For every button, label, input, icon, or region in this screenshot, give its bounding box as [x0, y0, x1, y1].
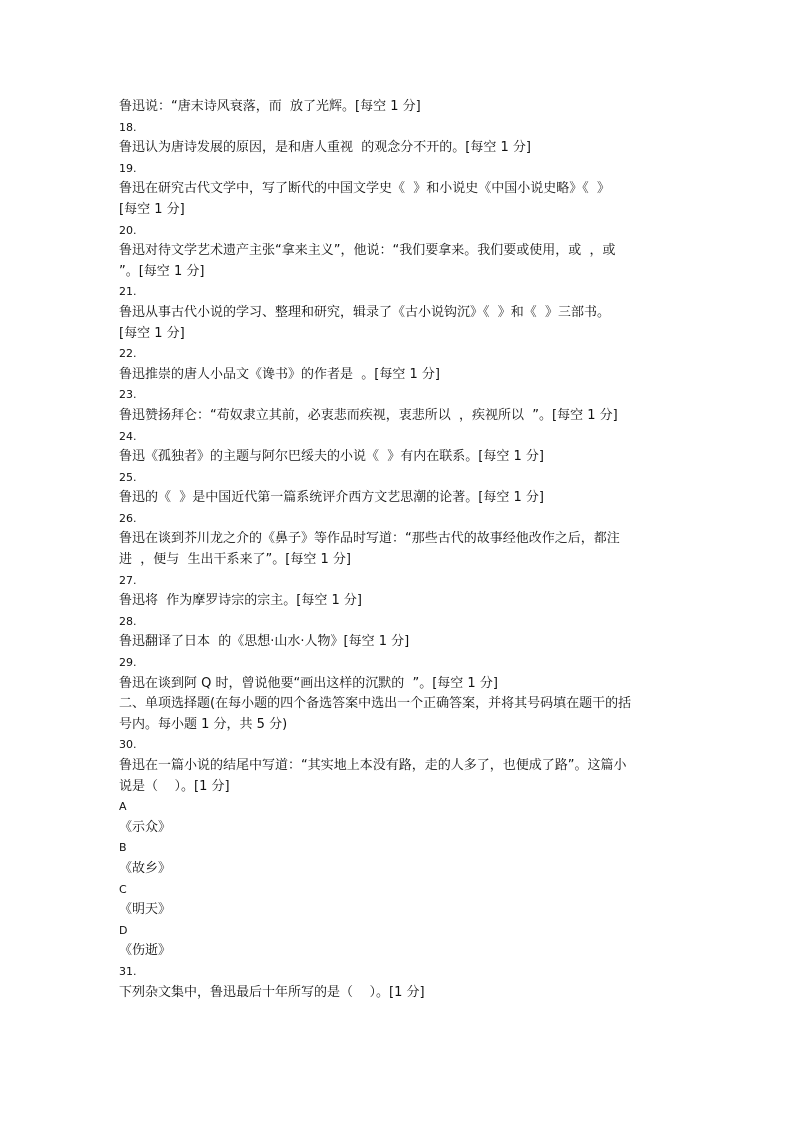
q21-text: 鲁迅从事古代小说的学习、整理和研究，辑录了《古小说钩沉》《 》和《 》三部书。 [119, 304, 611, 320]
q31-number: 31. [119, 964, 137, 978]
q26-number: 26. [119, 511, 137, 525]
q19-score: [每空 1 分] [119, 201, 185, 217]
q21-score: [每空 1 分] [119, 325, 185, 341]
q28-text: 鲁迅翻译了日本 的《思想·山水·人物》[每空 1 分] [119, 634, 410, 650]
q30-number: 30. [119, 738, 137, 752]
q29-text: 鲁迅在谈到阿 Q 时，曾说他要“画出这样的沉默的 ”。[每空 1 分] [119, 675, 498, 691]
q22-text: 鲁迅推崇的唐人小品文《谗书》的作者是 。[每空 1 分] [119, 366, 440, 382]
q31-text: 下列杂文集中，鲁迅最后十年所写的是（ ）。[1 分] [119, 984, 425, 1000]
q28-number: 28. [119, 614, 137, 628]
q19-text: 鲁迅在研究古代文学中，写了断代的中国文学史《 》和小说史《中国小说史略》《 》 [119, 181, 611, 197]
q24-number: 24. [119, 429, 137, 443]
q30-option-a-text: 《示众》 [119, 819, 172, 835]
q20-text-cont: ”。[每空 1 分] [119, 263, 205, 279]
q30-option-a-label: A [119, 800, 127, 814]
question-list [119, 97, 681, 1003]
q22-number: 22. [119, 347, 137, 361]
q20-text: 鲁迅对待文学艺术遗产主张“拿来主义”，他说：“我们要拿来。我们要或使用，或 ，或 [119, 243, 616, 259]
q23-number: 23. [119, 388, 137, 402]
q17-text: 鲁迅说：“唐末诗风衰落，而 放了光辉。[每空 1 分] [119, 99, 421, 114]
q25-text: 鲁迅的《 》是中国近代第一篇系统评介西方文艺思潮的论著。[每空 1 分] [119, 490, 544, 506]
section-heading: 二、单项选择题(在每小题的四个备选答案中选出一个正确答案，并将其号码填在题干的括 [119, 696, 632, 712]
q27-text: 鲁迅将 作为摩罗诗宗的宗主。[每空 1 分] [119, 593, 362, 609]
q23-text: 鲁迅赞扬拜仑：“苟奴隶立其前，必衷悲而疾视，衷悲所以 ，疾视所以 ”。[每空 1 分] [119, 407, 618, 423]
q30-text-cont: 说是（ ）。[1 分] [119, 778, 230, 794]
q30-option-c-label: C [119, 882, 127, 896]
q21-number: 21. [119, 285, 137, 299]
q18-number: 18. [119, 120, 137, 134]
q26-text: 鲁迅在谈到芥川龙之介的《鼻子》等作品时写道：“那些古代的故事经他改作之后，都注 [119, 531, 620, 547]
section-heading-cont: 号内。每小题 1 分，共 5 分) [119, 716, 288, 732]
q25-number: 25. [119, 470, 137, 484]
q18-text: 鲁迅认为唐诗发展的原因，是和唐人重视 的观念分不开的。[每空 1 分] [119, 140, 531, 156]
q29-number: 29. [119, 656, 137, 670]
q30-option-c-text: 《明天》 [119, 902, 172, 918]
q20-number: 20. [119, 223, 137, 237]
q26-text-cont: 进 ，便与 生出干系来了”。[每空 1 分] [119, 552, 351, 568]
q30-text: 鲁迅在一篇小说的结尾中写道：“其实地上本没有路，走的人多了，也便成了路”。这篇小 [119, 758, 627, 773]
q30-option-d-text: 《伤逝》 [119, 943, 172, 959]
q30-option-b-text: 《故乡》 [119, 860, 172, 876]
q30-option-d-label: D [119, 923, 128, 937]
q24-text: 鲁迅《孤独者》的主题与阿尔巴绥夫的小说《 》有内在联系。[每空 1 分] [119, 449, 544, 465]
q27-number: 27. [119, 573, 137, 587]
q30-option-b-label: B [119, 841, 127, 855]
q19-number: 19. [119, 161, 137, 175]
